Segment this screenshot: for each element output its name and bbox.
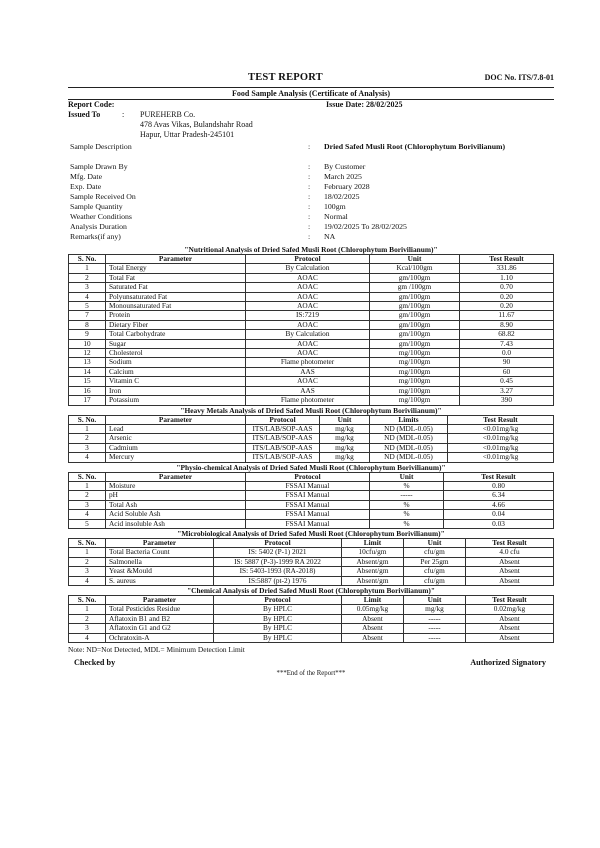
table-cell: Absent bbox=[466, 576, 554, 585]
table-cell: Absent/gm bbox=[342, 557, 404, 566]
table-cell: Total Carbohydrate bbox=[106, 330, 246, 339]
table-cell: Mercury bbox=[106, 453, 246, 462]
table-row bbox=[69, 330, 554, 339]
table-cell: Calcium bbox=[106, 367, 246, 376]
table-cell: cfu/gm bbox=[404, 548, 466, 557]
column-header: S. No. bbox=[69, 472, 106, 481]
info-label: Sample Received On bbox=[70, 192, 136, 201]
column-header: Limits bbox=[370, 415, 448, 424]
table-cell: By Calculation bbox=[246, 330, 370, 339]
table-cell: ITS/LAB/SOP-AAS bbox=[246, 434, 320, 443]
table-cell: AOAC bbox=[246, 349, 370, 358]
table-cell: 390 bbox=[460, 396, 554, 405]
table-cell: Lead bbox=[106, 424, 246, 433]
info-row bbox=[68, 222, 554, 232]
info-row bbox=[68, 172, 554, 182]
table-cell: mg/kg bbox=[320, 453, 370, 462]
table-cell: 0.02mg/kg bbox=[466, 605, 554, 614]
end-of-report: ***End of the Report*** bbox=[276, 670, 346, 678]
table-row bbox=[69, 500, 554, 509]
column-header: Test Result bbox=[448, 415, 554, 424]
table-cell: ND (MDL-0.05) bbox=[370, 434, 448, 443]
table-cell: Absent bbox=[466, 624, 554, 633]
column-header: Test Result bbox=[466, 596, 554, 605]
table-cell: gm/100gm bbox=[370, 273, 460, 282]
table-cell: AOAC bbox=[246, 283, 370, 292]
table-row bbox=[69, 396, 554, 405]
table-row bbox=[69, 320, 554, 329]
table-cell: gm/100gm bbox=[370, 302, 460, 311]
table-cell: IS: 5403-1993 (RA-2018) bbox=[214, 567, 342, 576]
table-cell: <0.01mg/kg bbox=[448, 434, 554, 443]
table-row bbox=[69, 358, 554, 367]
table-cell: 1 bbox=[69, 548, 106, 557]
table-cell: Sodium bbox=[106, 358, 246, 367]
table-cell: FSSAI Manual bbox=[246, 491, 370, 500]
table-cell: 2 bbox=[69, 434, 106, 443]
table-row bbox=[69, 264, 554, 273]
info-value: NA bbox=[324, 232, 336, 241]
table-cell: ITS/LAB/SOP-AAS bbox=[246, 453, 320, 462]
micro-table bbox=[68, 538, 554, 586]
info-label: Sample Drawn By bbox=[70, 162, 128, 171]
table-row bbox=[69, 624, 554, 633]
table-cell: % bbox=[370, 481, 444, 490]
info-value: 18/02/2025 bbox=[324, 192, 360, 201]
table-cell: Acid Soluble Ash bbox=[106, 510, 246, 519]
nutritional-table bbox=[68, 254, 554, 406]
table-row bbox=[69, 283, 554, 292]
table-row bbox=[69, 576, 554, 585]
info-row bbox=[68, 182, 554, 192]
table-cell: mg/100gm bbox=[370, 367, 460, 376]
table-cell: Absent bbox=[466, 614, 554, 623]
column-header: Protocol bbox=[246, 472, 370, 481]
table-cell: 3 bbox=[69, 567, 106, 576]
table-cell: Total Energy bbox=[106, 264, 246, 273]
table-cell: Potassium bbox=[106, 396, 246, 405]
report-code-label: Report Code: bbox=[68, 100, 115, 109]
table-cell: Absent bbox=[466, 567, 554, 576]
table-cell: 3 bbox=[69, 443, 106, 452]
table-cell: mg/100gm bbox=[370, 377, 460, 386]
table-cell: Sugar bbox=[106, 339, 246, 348]
issued-to-colon: : bbox=[122, 110, 125, 119]
table-row bbox=[69, 557, 554, 566]
table-cell: IS:5887 (pt-2) 1976 bbox=[214, 576, 342, 585]
column-header: Parameter bbox=[106, 472, 246, 481]
table-row bbox=[69, 567, 554, 576]
table-cell: 10 bbox=[69, 339, 106, 348]
info-row bbox=[68, 192, 554, 202]
info-value: By Customer bbox=[324, 162, 366, 171]
table-cell: 0.0 bbox=[460, 349, 554, 358]
table-cell: Absent bbox=[342, 633, 404, 642]
table-cell: 10cfu/gm bbox=[342, 548, 404, 557]
table-cell: By HPLC bbox=[214, 614, 342, 623]
table-cell: gm/100gm bbox=[370, 292, 460, 301]
table-cell: mg/100gm bbox=[370, 358, 460, 367]
address-line-1: 478 Avas Vikas, Bulandshahr Road bbox=[140, 120, 253, 129]
table-row bbox=[69, 519, 554, 528]
table-cell: Total Ash bbox=[106, 500, 246, 509]
table-cell: 331.86 bbox=[460, 264, 554, 273]
info-row bbox=[68, 232, 554, 242]
authorized-signatory: Authorized Signatory bbox=[470, 658, 546, 668]
table-cell: mg/kg bbox=[320, 434, 370, 443]
table-row bbox=[69, 633, 554, 642]
table-cell: Salmonella bbox=[106, 557, 214, 566]
column-header: Unit bbox=[370, 255, 460, 264]
column-header: Parameter bbox=[106, 255, 246, 264]
info-value: March 2025 bbox=[324, 172, 362, 181]
table-cell: 1 bbox=[69, 481, 106, 490]
info-colon: : bbox=[308, 212, 311, 221]
table-row bbox=[69, 481, 554, 490]
info-row bbox=[68, 212, 554, 222]
table-cell: Absent bbox=[342, 624, 404, 633]
physio-title: "Physio-chemical Analysis of Dried Safed Musli Root (Chlorophytum Borivilianum)" bbox=[176, 462, 446, 472]
table-cell: 1 bbox=[69, 264, 106, 273]
table-cell: Aflatoxin B1 and B2 bbox=[106, 614, 214, 623]
table-cell: 1 bbox=[69, 424, 106, 433]
table-cell: 1 bbox=[69, 605, 106, 614]
table-cell: 7 bbox=[69, 311, 106, 320]
table-cell: IS: 5402 (P-1) 2021 bbox=[214, 548, 342, 557]
table-cell: mg/100gm bbox=[370, 386, 460, 395]
info-label: Remarks(if any) bbox=[70, 232, 121, 241]
table-cell: mg/100gm bbox=[370, 396, 460, 405]
table-cell: 8 bbox=[69, 320, 106, 329]
table-cell: ----- bbox=[404, 633, 466, 642]
table-cell: IS:7219 bbox=[246, 311, 370, 320]
doc-number: DOC No. ITS/7.8-01 bbox=[484, 73, 554, 82]
table-cell: Polyunsaturated Fat bbox=[106, 292, 246, 301]
info-colon: : bbox=[308, 222, 311, 231]
info-value: 19/02/2025 To 28/02/2025 bbox=[324, 222, 407, 231]
table-cell: 0.03 bbox=[444, 519, 554, 528]
table-cell: mg/kg bbox=[404, 605, 466, 614]
table-cell: 3.27 bbox=[460, 386, 554, 395]
info-row bbox=[68, 162, 554, 172]
table-cell: Saturated Fat bbox=[106, 283, 246, 292]
info-colon: : bbox=[308, 192, 311, 201]
table-cell: FSSAI Manual bbox=[246, 510, 370, 519]
column-header: Unit bbox=[370, 472, 444, 481]
table-cell: 2 bbox=[69, 491, 106, 500]
table-row bbox=[69, 434, 554, 443]
table-row bbox=[69, 453, 554, 462]
table-cell: 9 bbox=[69, 330, 106, 339]
physio-table bbox=[68, 472, 554, 529]
table-cell: 4 bbox=[69, 633, 106, 642]
column-header: Unit bbox=[320, 415, 370, 424]
table-cell: mg/kg bbox=[320, 443, 370, 452]
table-cell: 4 bbox=[69, 576, 106, 585]
table-cell: Total Fat bbox=[106, 273, 246, 282]
info-colon: : bbox=[308, 142, 311, 151]
table-cell: IS: 5887 (P-3)-1999 RA 2022 bbox=[214, 557, 342, 566]
table-cell: Absent bbox=[342, 614, 404, 623]
table-cell: Yeast &Mould bbox=[106, 567, 214, 576]
table-cell: ----- bbox=[404, 624, 466, 633]
table-cell: 11.67 bbox=[460, 311, 554, 320]
table-cell: ND (MDL-0.05) bbox=[370, 453, 448, 462]
table-cell: % bbox=[370, 519, 444, 528]
column-header: Parameter bbox=[106, 538, 214, 547]
table-cell: 0.70 bbox=[460, 283, 554, 292]
table-cell: pH bbox=[106, 491, 246, 500]
table-row bbox=[69, 339, 554, 348]
table-cell: AOAC bbox=[246, 320, 370, 329]
table-cell: Moisture bbox=[106, 481, 246, 490]
table-cell: Total Bacteria Count bbox=[106, 548, 214, 557]
table-cell: Flame photometer bbox=[246, 396, 370, 405]
table-cell: Arsenic bbox=[106, 434, 246, 443]
table-cell: 3 bbox=[69, 624, 106, 633]
table-cell: 2 bbox=[69, 273, 106, 282]
table-cell: By Calculation bbox=[246, 264, 370, 273]
table-cell: Monounsaturated Fat bbox=[106, 302, 246, 311]
table-cell: Iron bbox=[106, 386, 246, 395]
report-header bbox=[68, 72, 554, 86]
issue-date: Issue Date: 28/02/2025 bbox=[326, 100, 403, 109]
report-subtitle: Food Sample Analysis (Certificate of Analysis) bbox=[68, 87, 554, 100]
table-cell: Acid insoluble Ash bbox=[106, 519, 246, 528]
table-cell: 17 bbox=[69, 396, 106, 405]
table-cell: AAS bbox=[246, 367, 370, 376]
table-cell: 0.20 bbox=[460, 302, 554, 311]
table-cell: 6.34 bbox=[444, 491, 554, 500]
table-cell: gm/100gm bbox=[370, 311, 460, 320]
table-cell: 60 bbox=[460, 367, 554, 376]
table-cell: 0.05mg/kg bbox=[342, 605, 404, 614]
table-cell: ITS/LAB/SOP-AAS bbox=[246, 443, 320, 452]
column-header: Unit bbox=[404, 596, 466, 605]
table-cell: 8.90 bbox=[460, 320, 554, 329]
table-cell: 4 bbox=[69, 453, 106, 462]
table-cell: ----- bbox=[404, 614, 466, 623]
table-row bbox=[69, 510, 554, 519]
table-cell: Dietary Fiber bbox=[106, 320, 246, 329]
table-cell: 15 bbox=[69, 377, 106, 386]
table-row bbox=[69, 491, 554, 500]
table-cell: 0.04 bbox=[444, 510, 554, 519]
table-cell: mg/100gm bbox=[370, 349, 460, 358]
column-header: Parameter bbox=[106, 415, 246, 424]
table-cell: AOAC bbox=[246, 273, 370, 282]
table-cell: 13 bbox=[69, 358, 106, 367]
table-cell: AOAC bbox=[246, 302, 370, 311]
test-report-page bbox=[68, 72, 554, 677]
heavy-metals-table bbox=[68, 415, 554, 463]
checked-by: Checked by bbox=[74, 658, 116, 668]
info-colon: : bbox=[308, 202, 311, 211]
info-colon: : bbox=[308, 162, 311, 171]
info-label: Analysis Duration bbox=[70, 222, 127, 231]
table-row bbox=[69, 424, 554, 433]
table-cell: 0.45 bbox=[460, 377, 554, 386]
table-cell: ----- bbox=[370, 491, 444, 500]
table-row bbox=[69, 311, 554, 320]
table-cell: Vitamin C bbox=[106, 377, 246, 386]
table-cell: S. aureus bbox=[106, 576, 214, 585]
table-cell: 12 bbox=[69, 349, 106, 358]
table-cell: 7.43 bbox=[460, 339, 554, 348]
table-cell: FSSAI Manual bbox=[246, 481, 370, 490]
info-value: Normal bbox=[324, 212, 348, 221]
table-cell: cfu/gm bbox=[404, 567, 466, 576]
column-header: Protocol bbox=[246, 415, 320, 424]
table-cell: Cholesterol bbox=[106, 349, 246, 358]
issued-to-name: PUREHERB Co. bbox=[140, 110, 196, 119]
table-row bbox=[69, 273, 554, 282]
column-header: Protocol bbox=[214, 596, 342, 605]
table-cell: ITS/LAB/SOP-AAS bbox=[246, 424, 320, 433]
table-cell: By HPLC bbox=[214, 605, 342, 614]
column-header: Limit bbox=[342, 596, 404, 605]
column-header: Limit bbox=[342, 538, 404, 547]
info-label: Sample Description bbox=[70, 142, 132, 151]
table-cell: AAS bbox=[246, 386, 370, 395]
table-cell: 90 bbox=[460, 358, 554, 367]
note-text: Note: ND=Not Detected, MDL= Minimum Detection Limit bbox=[68, 645, 245, 655]
table-cell: 0.80 bbox=[444, 481, 554, 490]
table-cell: Ochratoxin-A bbox=[106, 633, 214, 642]
table-cell: 2 bbox=[69, 614, 106, 623]
table-cell: Flame photometer bbox=[246, 358, 370, 367]
table-cell: 16 bbox=[69, 386, 106, 395]
table-cell: AOAC bbox=[246, 292, 370, 301]
report-title: TEST REPORT bbox=[248, 72, 323, 83]
table-cell: Absent bbox=[466, 557, 554, 566]
table-cell: % bbox=[370, 510, 444, 519]
table-cell: 4 bbox=[69, 510, 106, 519]
info-value: February 2028 bbox=[324, 182, 370, 191]
info-row bbox=[68, 142, 554, 162]
heavy-metals-title: "Heavy Metals Analysis of Dried Safed Musli Root (Chlorophytum Borivilianum)" bbox=[180, 405, 442, 415]
info-label: Exp. Date bbox=[70, 182, 102, 191]
table-cell: Aflatoxin G1 and G2 bbox=[106, 624, 214, 633]
table-row bbox=[69, 349, 554, 358]
micro-title: "Microbiological Analysis of Dried Safed Musli Root (Chlorophytum Borivilianum)" bbox=[177, 528, 445, 538]
table-cell: 68.82 bbox=[460, 330, 554, 339]
table-cell: 5 bbox=[69, 519, 106, 528]
table-row bbox=[69, 614, 554, 623]
table-cell: 5 bbox=[69, 302, 106, 311]
signature-row bbox=[68, 656, 554, 670]
table-row bbox=[69, 292, 554, 301]
table-cell: Absent/gm bbox=[342, 576, 404, 585]
table-cell: 0.20 bbox=[460, 292, 554, 301]
table-cell: 4 bbox=[69, 292, 106, 301]
info-colon: : bbox=[308, 182, 311, 191]
table-cell: Kcal/100gm bbox=[370, 264, 460, 273]
address-line-2: Hapur, Uttar Pradesh-245101 bbox=[140, 130, 235, 139]
info-label: Mfg. Date bbox=[70, 172, 103, 181]
table-cell: FSSAI Manual bbox=[246, 519, 370, 528]
table-cell: 4.66 bbox=[444, 500, 554, 509]
table-cell: By HPLC bbox=[214, 633, 342, 642]
report-meta bbox=[68, 100, 554, 140]
table-cell: gm /100gm bbox=[370, 283, 460, 292]
info-value: 100gm bbox=[324, 202, 346, 211]
column-header: S. No. bbox=[69, 538, 106, 547]
table-row bbox=[69, 605, 554, 614]
column-header: Test Result bbox=[444, 472, 554, 481]
column-header: Test Result bbox=[460, 255, 554, 264]
column-header: S. No. bbox=[69, 415, 106, 424]
chemical-table bbox=[68, 595, 554, 643]
table-cell: 3 bbox=[69, 500, 106, 509]
chemical-title: "Chemical Analysis of Dried Safed Musli Root (Chlorophytum Borivilianum)" bbox=[187, 586, 435, 595]
table-cell: 14 bbox=[69, 367, 106, 376]
table-cell: <0.01mg/kg bbox=[448, 453, 554, 462]
table-cell: gm/100gm bbox=[370, 330, 460, 339]
table-cell: gm/100gm bbox=[370, 320, 460, 329]
info-colon: : bbox=[308, 172, 311, 181]
column-header: Protocol bbox=[214, 538, 342, 547]
table-row bbox=[69, 443, 554, 452]
table-cell: Per 25gm bbox=[404, 557, 466, 566]
table-cell: FSSAI Manual bbox=[246, 500, 370, 509]
column-header: Protocol bbox=[246, 255, 370, 264]
table-cell: 2 bbox=[69, 557, 106, 566]
table-row bbox=[69, 548, 554, 557]
nutritional-title: "Nutritional Analysis of Dried Safed Musli Root (Chlorophytum Borivilianum)" bbox=[184, 245, 438, 254]
table-cell: ND (MDL-0.05) bbox=[370, 443, 448, 452]
table-cell: 1.10 bbox=[460, 273, 554, 282]
table-cell: cfu/gm bbox=[404, 576, 466, 585]
table-cell: AOAC bbox=[246, 339, 370, 348]
issued-to-label: Issued To bbox=[68, 110, 101, 119]
info-label: Weather Conditions bbox=[70, 212, 132, 221]
table-cell: % bbox=[370, 500, 444, 509]
info-colon: : bbox=[308, 232, 311, 241]
column-header: Unit bbox=[404, 538, 466, 547]
info-row bbox=[68, 202, 554, 212]
column-header: S. No. bbox=[69, 255, 106, 264]
table-cell: 3 bbox=[69, 283, 106, 292]
table-row bbox=[69, 386, 554, 395]
table-cell: <0.01mg/kg bbox=[448, 424, 554, 433]
table-cell: Protein bbox=[106, 311, 246, 320]
table-cell: <0.01mg/kg bbox=[448, 443, 554, 452]
column-header: S. No. bbox=[69, 596, 106, 605]
table-cell: Absent bbox=[466, 633, 554, 642]
table-cell: mg/kg bbox=[320, 424, 370, 433]
info-value: Dried Safed Musli Root (Chlorophytum Borivilianum) bbox=[324, 142, 506, 151]
table-cell: 4.0 cfu bbox=[466, 548, 554, 557]
table-cell: Absent/gm bbox=[342, 567, 404, 576]
column-header: Parameter bbox=[106, 596, 214, 605]
table-cell: ND (MDL-0.05) bbox=[370, 424, 448, 433]
sample-info bbox=[68, 142, 554, 242]
table-cell: By HPLC bbox=[214, 624, 342, 633]
column-header: Test Result bbox=[466, 538, 554, 547]
table-cell: AOAC bbox=[246, 377, 370, 386]
info-label: Sample Quantity bbox=[70, 202, 123, 211]
table-cell: Total Pesticides Residue bbox=[106, 605, 214, 614]
table-row bbox=[69, 377, 554, 386]
table-row bbox=[69, 367, 554, 376]
table-cell: gm/100gm bbox=[370, 339, 460, 348]
table-cell: Cadmium bbox=[106, 443, 246, 452]
table-row bbox=[69, 302, 554, 311]
